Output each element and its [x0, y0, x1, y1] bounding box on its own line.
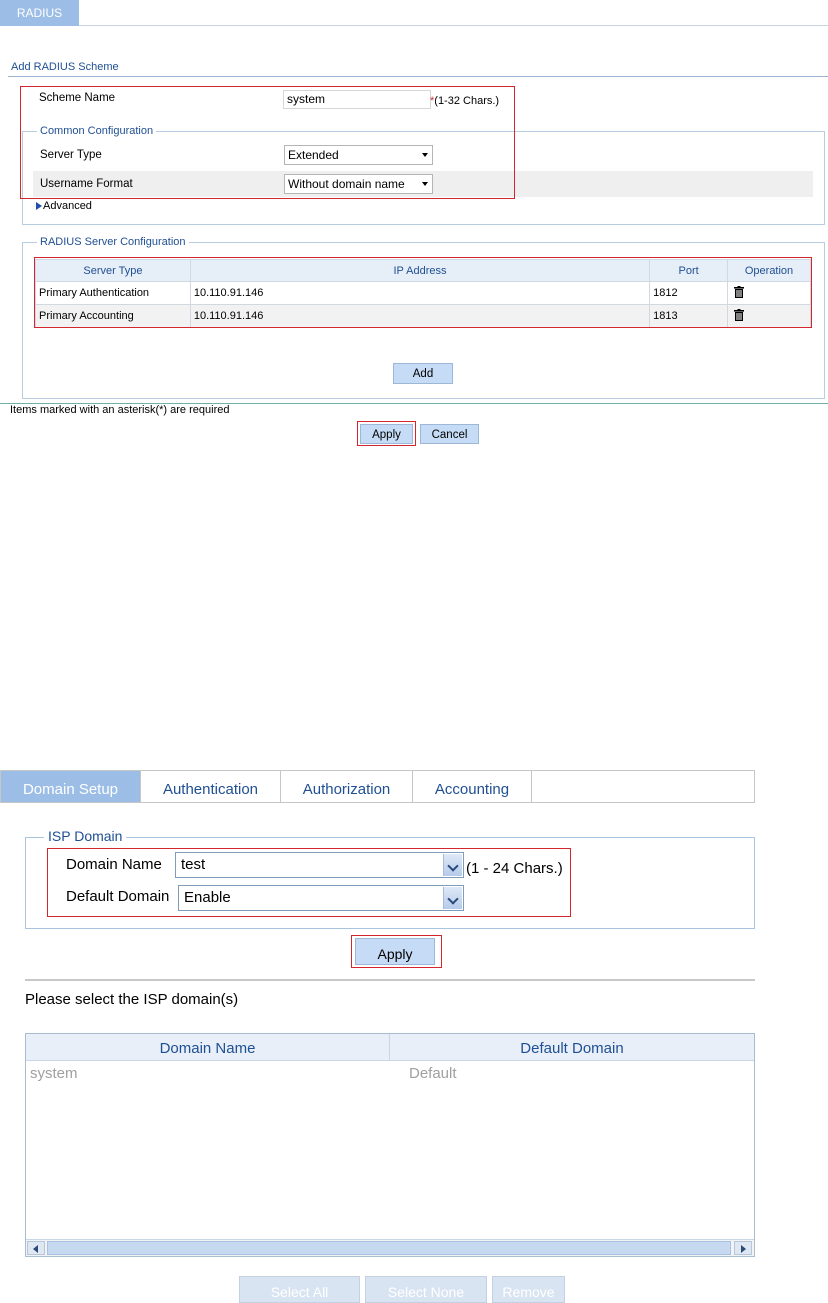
domain-name-label: Domain Name: [66, 856, 162, 873]
cell-server-type: Primary Authentication: [36, 282, 191, 305]
select-none-button[interactable]: Select None: [365, 1276, 487, 1303]
tab-accounting[interactable]: Accounting: [413, 771, 532, 802]
cancel-button[interactable]: Cancel: [420, 424, 479, 444]
list-item[interactable]: [26, 1062, 754, 1084]
cell-default-domain: Default: [409, 1065, 457, 1082]
scheme-name-input[interactable]: system: [283, 90, 431, 109]
highlight-apply-button: [357, 421, 416, 446]
section-divider: [8, 76, 828, 77]
select-all-button[interactable]: Select All: [239, 1276, 360, 1303]
column-header-operation: Operation: [728, 260, 811, 282]
add-server-button[interactable]: Add: [393, 363, 453, 384]
remove-button[interactable]: Remove: [492, 1276, 565, 1303]
cell-port: 1813: [650, 305, 728, 328]
domain-name-hint: (1 - 24 Chars.): [466, 860, 563, 877]
default-domain-label: Default Domain: [66, 888, 170, 905]
cell-domain-name: system: [30, 1065, 78, 1082]
cell-ip-address: 10.110.91.146: [190, 305, 649, 328]
column-header-ip-address: IP Address: [190, 260, 649, 282]
common-configuration-legend: Common Configuration: [37, 125, 156, 137]
scheme-name-hint-text: (1-32 Chars.): [434, 95, 500, 107]
cell-ip-address: 10.110.91.146: [190, 282, 649, 305]
radius-server-configuration-legend: RADIUS Server Configuration: [37, 236, 189, 248]
tab-authorization[interactable]: Authorization: [281, 771, 413, 802]
cell-server-type: Primary Accounting: [36, 305, 191, 328]
server-type-value: Extended: [288, 148, 339, 162]
scroll-thumb[interactable]: [47, 1241, 731, 1255]
highlight-domain-apply-button: [351, 935, 442, 968]
required-asterisk: *: [430, 95, 435, 107]
column-header-default-domain[interactable]: Default Domain: [390, 1034, 754, 1061]
tab-authentication[interactable]: Authentication: [141, 771, 281, 802]
domain-tab-bar: [0, 770, 755, 803]
domain-list-grid: [25, 1033, 755, 1257]
highlight-scheme-settings: [20, 86, 515, 199]
triangle-right-icon[interactable]: [36, 202, 42, 210]
scroll-right-button[interactable]: [734, 1241, 752, 1255]
section-title: Add RADIUS Scheme: [11, 61, 119, 73]
column-header-server-type: Server Type: [36, 260, 191, 282]
tab-domain-setup[interactable]: Domain Setup: [1, 771, 141, 802]
scroll-left-button[interactable]: [27, 1241, 45, 1255]
column-header-port: Port: [650, 260, 728, 282]
apply-button[interactable]: Apply: [360, 424, 413, 444]
tab-radius[interactable]: RADIUS: [0, 0, 79, 26]
chevron-left-icon: [33, 1245, 38, 1253]
column-header-domain-name[interactable]: Domain Name: [26, 1034, 390, 1061]
domain-name-value: test: [181, 856, 206, 873]
chevron-right-icon: [741, 1245, 746, 1253]
default-domain-value: Enable: [184, 889, 231, 906]
highlight-server-table: [34, 257, 812, 328]
scheme-name-label: Scheme Name: [39, 92, 116, 104]
server-type-label: Server Type: [40, 149, 102, 161]
required-note: Items marked with an asterisk(*) are required: [10, 404, 230, 416]
cell-port: 1812: [650, 282, 728, 305]
highlight-isp-domain-fields: [47, 848, 571, 917]
domain-divider: [25, 979, 755, 981]
radius-tab-bar: [0, 0, 828, 26]
horizontal-scrollbar[interactable]: [26, 1239, 754, 1256]
select-isp-domain-prompt: Please select the ISP domain(s): [25, 991, 239, 1008]
username-format-value: Without domain name: [288, 177, 405, 191]
isp-domain-legend: ISP Domain: [44, 828, 126, 844]
advanced-toggle[interactable]: Advanced: [43, 200, 92, 212]
username-format-label: Username Format: [40, 178, 133, 190]
domain-apply-button[interactable]: Apply: [355, 938, 435, 965]
